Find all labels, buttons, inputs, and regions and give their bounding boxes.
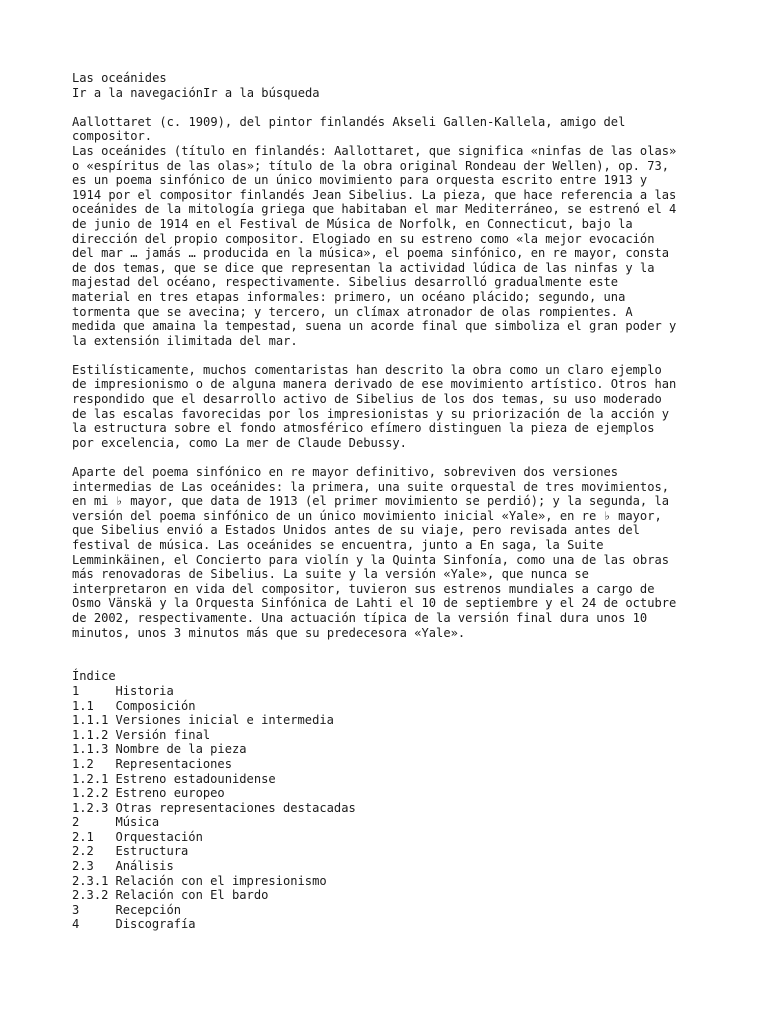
- image-caption: [72, 115, 712, 144]
- nav-links: Ir a la navegaciónIr a la búsqueda: [72, 85, 320, 100]
- toc-item[interactable]: [72, 713, 712, 728]
- toc-item-number: 2: [72, 815, 80, 830]
- toc-item[interactable]: [72, 684, 712, 699]
- paragraph-line: más renovadoras de Sibelius. La suite y la versión «Yale», que nunca se: [72, 567, 589, 582]
- toc-item[interactable]: [72, 815, 712, 830]
- spacer: [72, 450, 712, 465]
- toc-item[interactable]: [72, 699, 712, 714]
- toc-item[interactable]: [72, 844, 712, 859]
- toc-item[interactable]: [72, 917, 712, 932]
- paragraph-line: de dos temas, que se dice que representan la actividad lúdica de las ninfas y la: [72, 260, 655, 275]
- toc-item-label: Recepción: [115, 902, 182, 917]
- paragraph-line: del mar … jamás … producida en la música», el poema sinfónico, en re mayor, consta: [72, 246, 670, 261]
- toc-item-number: 1.1.2: [72, 727, 109, 742]
- toc-item-label: Relación con El bardo: [115, 888, 269, 903]
- toc-item[interactable]: [72, 757, 712, 772]
- toc-item-number: 1.1: [72, 698, 94, 713]
- style-paragraph: [72, 363, 712, 451]
- toc-item[interactable]: [72, 742, 712, 757]
- paragraph-line: minutos, unos 3 minutos más que su predecesora «Yale».: [72, 625, 466, 640]
- paragraph-line: material en tres etapas informales: primero, un océano plácido; segundo, una: [72, 289, 626, 304]
- toc-item-label: Representaciones: [115, 756, 232, 771]
- toc-item[interactable]: [72, 859, 712, 874]
- paragraph-line: intermedias de Las oceánides: la primera, una suite orquestal de tres movimientos,: [72, 479, 670, 494]
- paragraph-line: o «espíritus de las olas»; título de la obra original Rondeau der Wellen), op. 73,: [72, 158, 670, 173]
- spacer: [72, 640, 712, 655]
- toc-item-label: Música: [115, 815, 160, 830]
- paragraph-line: versión del poema sinfónico de un único movimiento inicial «Yale», en re ♭ mayor,: [72, 508, 662, 523]
- toc-item-number: 1.2.3: [72, 800, 109, 815]
- paragraph-line: que Sibelius envió a Estados Unidos antes de su viaje, pero revisada antes del: [72, 523, 640, 538]
- paragraph-line: la extensión ilimitada del mar.: [72, 333, 298, 348]
- page-title: Las oceánides: [72, 71, 167, 85]
- toc-heading: Índice: [72, 669, 116, 684]
- spacer: [72, 348, 712, 363]
- toc-item-number: 1.2.1: [72, 771, 109, 786]
- toc-item-label: Historia: [115, 683, 174, 698]
- paragraph-line: es un poema sinfónico de un único movimiento para orquesta escrito entre 1913 y: [72, 173, 648, 188]
- paragraph-line: Las oceánides (título en finlandés: Aallottaret, que significa «ninfas de las olas»: [72, 143, 677, 158]
- paragraph-line: de las escalas favorecidas por los impresionistas y su priorización de la acción y: [72, 406, 670, 421]
- toc-item-number: 2.3.2: [72, 888, 109, 903]
- table-of-contents: [72, 669, 712, 932]
- toc-list: [72, 684, 712, 932]
- toc-item-label: Estreno europeo: [115, 786, 225, 801]
- document-page: [72, 71, 712, 932]
- toc-item[interactable]: [72, 903, 712, 918]
- paragraph-line: festival de música. Las oceánides se encuentra, junto a En saga, la Suite: [72, 538, 604, 552]
- paragraph-line: de 2002, respectivamente. Una actuación típica de la versión final dura unos 10: [72, 610, 648, 625]
- toc-item-number: 1.2: [72, 756, 94, 771]
- paragraph-line: respondido que el desarrollo activo de Sibelius de los dos temas, su uso moderado: [72, 392, 662, 407]
- paragraph-line: Aparte del poema sinfónico en re mayor definitivo, sobreviven dos versiones: [72, 465, 619, 480]
- paragraph-line: de impresionismo o de alguna manera derivado de ese movimiento artístico. Otros han: [72, 377, 677, 392]
- toc-item-label: Análisis: [115, 859, 174, 874]
- toc-item[interactable]: [72, 801, 712, 816]
- toc-item-label: Versión final: [115, 727, 211, 742]
- paragraph-line: de junio de 1914 en el Festival de Música de Norfolk, en Connecticut, bajo la: [72, 216, 633, 231]
- paragraph-line: 1914 por el compositor finlandés Jean Sibelius. La pieza, que hace referencia a las: [72, 187, 677, 202]
- paragraph-line: por excelencia, como La mer de Claude Debussy.: [72, 435, 407, 450]
- toc-item[interactable]: [72, 728, 712, 743]
- toc-item[interactable]: [72, 786, 712, 801]
- toc-item-label: Orquestación: [115, 829, 203, 844]
- paragraph-line: la estructura sobre el fondo atmosférico efímero distinguen la pieza de ejemplos: [72, 421, 655, 436]
- toc-item-label: Nombre de la pieza: [115, 742, 247, 757]
- toc-item-number: 1: [72, 683, 80, 698]
- toc-item-label: Estreno estadounidense: [115, 771, 276, 786]
- toc-item-label: Otras representaciones destacadas: [115, 800, 356, 815]
- paragraph-line: en mi ♭ mayor, que data de 1913 (el primer movimiento se perdió); y la segunda, la: [72, 494, 670, 509]
- paragraph-line: interpretaron en vida del compositor, tuvieron sus estrenos mundiales a cargo de: [72, 581, 655, 596]
- toc-item-number: 1.1.1: [72, 713, 109, 728]
- spacer: [72, 100, 712, 115]
- paragraph-line: oceánides de la mitología griega que habitaban el mar Mediterráneo, se estrenó el 4: [72, 202, 677, 217]
- caption-line: compositor.: [72, 129, 153, 144]
- paragraph-line: Osmo Vänskä y la Orquesta Sinfónica de Lahti el 10 de septiembre y el 24 de octubre: [72, 596, 677, 611]
- versions-paragraph: [72, 465, 712, 640]
- toc-item[interactable]: [72, 772, 712, 787]
- toc-item-number: 1.1.3: [72, 742, 109, 757]
- toc-item-label: Versiones inicial e intermedia: [115, 713, 334, 728]
- toc-item-label: Estructura: [115, 844, 189, 859]
- toc-item-number: 2.2: [72, 844, 94, 859]
- toc-item-label: Discografía: [115, 917, 196, 932]
- toc-item-number: 1.2.2: [72, 786, 109, 801]
- caption-line: Aallottaret (c. 1909), del pintor finlandés Akseli Gallen-Kallela, amigo del: [72, 114, 626, 129]
- toc-item-number: 2.3.1: [72, 873, 109, 888]
- paragraph-line: Estilísticamente, muchos comentaristas han descrito la obra como un claro ejemplo: [72, 362, 662, 377]
- paragraph-line: Lemminkäinen, el Concierto para violín y la Quinta Sinfonía, como una de las obras: [72, 552, 670, 567]
- toc-item-label: Relación con el impresionismo: [115, 873, 327, 888]
- paragraph-line: majestad del océano, respectivamente. Sibelius desarrolló gradualmente este: [72, 275, 619, 290]
- toc-item-number: 2.1: [72, 829, 94, 844]
- toc-item[interactable]: [72, 888, 712, 903]
- paragraph-line: medida que amaina la tempestad, suena un acorde final que simboliza el gran poder y: [72, 319, 677, 334]
- intro-paragraph: [72, 144, 712, 348]
- toc-item-number: 3: [72, 902, 80, 917]
- toc-item-number: 4: [72, 917, 80, 932]
- toc-item-number: 2.3: [72, 859, 94, 874]
- toc-item[interactable]: [72, 830, 712, 845]
- toc-item-label: Composición: [115, 698, 196, 713]
- spacer: [72, 655, 712, 670]
- toc-item[interactable]: [72, 874, 712, 889]
- paragraph-line: tormenta que se avecina; y tercero, un clímax atronador de olas rompientes. A: [72, 304, 633, 319]
- paragraph-line: dirección del propio compositor. Elogiado en su estreno como «la mejor evocación: [72, 231, 655, 246]
